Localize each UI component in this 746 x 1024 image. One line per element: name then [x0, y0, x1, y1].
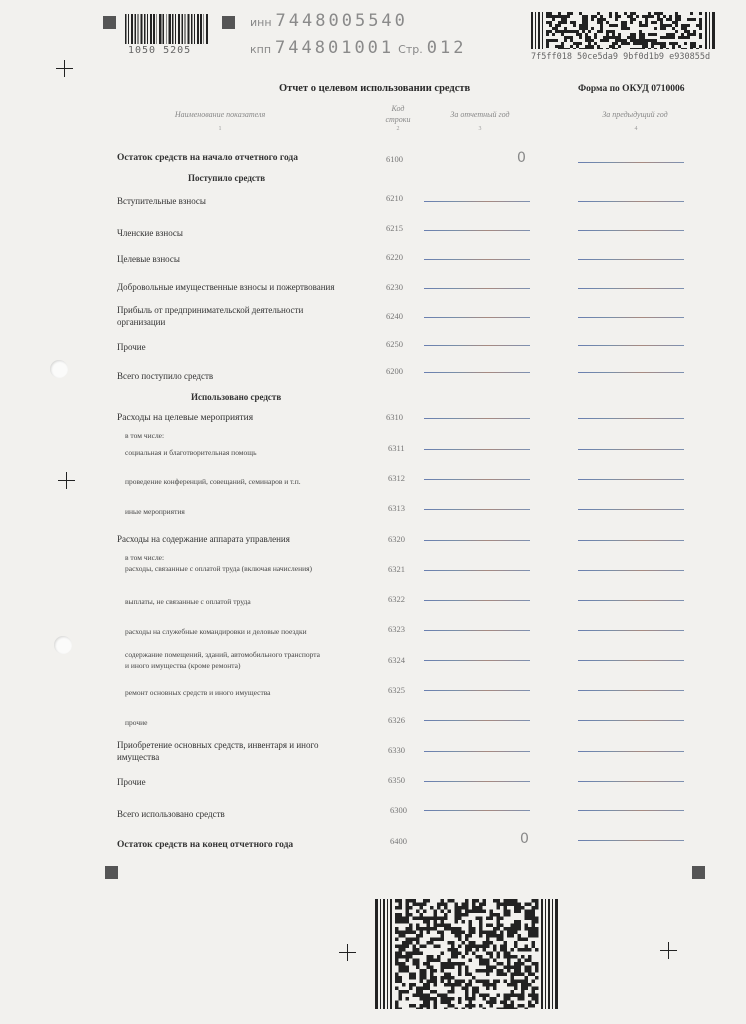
row-code-6250: 6250	[386, 339, 403, 349]
row-label-6326: прочие	[125, 718, 148, 727]
value-6322-current	[424, 600, 530, 601]
value-6311-previous	[578, 449, 684, 450]
col-name-header: Наименование показателя	[174, 110, 266, 119]
row-code-6100: 6100	[386, 154, 403, 164]
value-6313-current	[424, 509, 530, 510]
row-label-6250: Прочие	[117, 342, 146, 352]
value-6312-previous	[578, 479, 684, 480]
value-6350-previous	[578, 781, 684, 782]
col-code-header-b: строки	[385, 115, 411, 124]
value-6326-previous	[578, 720, 684, 721]
row-label-6330-b: имущества	[117, 752, 160, 762]
col-num-4: 4	[634, 126, 638, 132]
row-code-6330: 6330	[388, 745, 405, 755]
alignment-marker-bottom-left	[105, 866, 118, 879]
value-6220-previous	[578, 259, 684, 260]
col-code-header-a: Код	[391, 104, 405, 113]
row-code-6324: 6324	[388, 655, 405, 665]
punch-hole	[50, 360, 68, 378]
report-title: Отчет о целевом использовании средств	[279, 83, 471, 94]
value-6400-previous	[578, 840, 684, 841]
hash-code: 7f5ff018 50ce5da9 9bf0d1b9 e930855d	[531, 52, 711, 62]
row-code-6220: 6220	[386, 252, 403, 262]
value-6200-current	[424, 372, 530, 373]
form-code: Форма по ОКУД 0710006	[578, 84, 685, 94]
value-6323-current	[424, 630, 530, 631]
value-6100-current: 0	[517, 150, 526, 166]
inn-label: инн	[250, 16, 272, 29]
value-6313-previous	[578, 509, 684, 510]
value-6230-previous	[578, 288, 684, 289]
value-6400-current: 0	[520, 831, 529, 847]
value-6323-previous	[578, 630, 684, 631]
value-6200-previous	[578, 372, 684, 373]
row-code-6215: 6215	[386, 223, 403, 233]
value-6250-previous	[578, 345, 684, 346]
row-label-6324-b: и иного имущества (кроме ремонта)	[125, 661, 241, 670]
value-6215-current	[424, 230, 530, 231]
row-label-6215: Членские взносы	[117, 228, 183, 238]
row-code-6312: 6312	[388, 473, 405, 483]
row-label-6200: Всего поступило средств	[117, 371, 214, 381]
alignment-marker-bottom-right	[692, 866, 705, 879]
linear-barcode	[125, 14, 208, 44]
row-code-6322: 6322	[388, 594, 405, 604]
row-code-6325: 6325	[388, 685, 405, 695]
value-6322-previous	[578, 600, 684, 601]
row-label-6322: выплаты, не связанные с оплатой труда	[125, 597, 251, 606]
inn-value: 7448005540	[275, 11, 408, 31]
value-6321-current	[424, 570, 530, 571]
row-label-6323: расходы на служебные командировки и деловые поездки	[125, 627, 307, 636]
row-code-6200: 6200	[386, 366, 403, 376]
row-label-6320: Расходы на содержание аппарата управления	[117, 534, 290, 544]
punch-hole	[54, 636, 72, 654]
row-code-6230: 6230	[386, 282, 403, 292]
row-label-6210: Вступительные взносы	[117, 196, 206, 206]
row-including-1: в том числе:	[125, 431, 165, 440]
row-label-6240-b: организации	[117, 317, 166, 327]
row-label-6321: расходы, связанные с оплатой труда (включая начисления)	[125, 564, 313, 573]
kpp-value: 744801001	[275, 38, 395, 58]
value-6330-previous	[578, 751, 684, 752]
row-code-6323: 6323	[388, 624, 405, 634]
value-6240-current	[424, 317, 530, 318]
row-label-6313: иные мероприятия	[125, 507, 185, 516]
col-num-1: 1	[218, 126, 222, 132]
section-used: Использовано средств	[191, 392, 282, 402]
section-received: Поступило средств	[188, 173, 266, 183]
bottom-2d-barcode	[375, 899, 560, 1009]
value-6100-previous	[578, 162, 684, 163]
row-code-6310: 6310	[386, 412, 403, 422]
row-code-6210: 6210	[386, 193, 403, 203]
value-6312-current	[424, 479, 530, 480]
col-num-3: 3	[478, 126, 482, 132]
row-label-6330-a: Приобретение основных средств, инвентаря и иного	[117, 740, 319, 750]
alignment-marker-top-left	[103, 16, 116, 29]
crosshair-icon	[339, 944, 356, 961]
col-previous-header: За предыдущий год	[602, 110, 668, 119]
value-6320-previous	[578, 540, 684, 541]
value-6300-previous	[578, 810, 684, 811]
value-6324-previous	[578, 660, 684, 661]
crosshair-icon	[58, 472, 75, 489]
row-label-6311: социальная и благотворительная помощь	[125, 448, 257, 457]
col-num-2: 2	[396, 126, 400, 132]
value-6220-current	[424, 259, 530, 260]
value-6250-current	[424, 345, 530, 346]
value-6311-current	[424, 449, 530, 450]
kpp-block	[250, 38, 466, 58]
row-label-6324-a: содержание помещений, зданий, автомобильного транспорта	[125, 650, 320, 659]
value-6210-previous	[578, 201, 684, 202]
row-code-6321: 6321	[388, 564, 405, 574]
inn-block	[250, 11, 408, 31]
value-6330-current	[424, 751, 530, 752]
value-6325-previous	[578, 690, 684, 691]
row-label-6100: Остаток средств на начало отчетного года	[117, 153, 298, 163]
row-code-6326: 6326	[388, 715, 405, 725]
col-current-header: За отчетный год	[450, 110, 510, 119]
value-6326-current	[424, 720, 530, 721]
row-label-6300: Всего использовано средств	[117, 809, 225, 819]
value-6230-current	[424, 288, 530, 289]
value-6240-previous	[578, 317, 684, 318]
row-code-6311: 6311	[388, 443, 405, 453]
row-code-6320: 6320	[388, 534, 405, 544]
row-code-6313: 6313	[388, 503, 405, 513]
value-6320-current	[424, 540, 530, 541]
alignment-marker-top-mid	[222, 16, 235, 29]
row-code-6240: 6240	[386, 311, 403, 321]
value-6325-current	[424, 690, 530, 691]
crosshair-icon	[56, 60, 73, 77]
value-6310-current	[424, 418, 530, 419]
value-6324-current	[424, 660, 530, 661]
page-value: 012	[426, 38, 467, 58]
row-label-6312: проведение конференций, совещаний, семинаров и т.п.	[125, 477, 301, 486]
row-label-6325: ремонт основных средств и иного имущества	[125, 688, 271, 697]
value-6350-current	[424, 781, 530, 782]
row-label-6220: Целевые взносы	[117, 254, 180, 264]
crosshair-icon	[660, 942, 677, 959]
value-6310-previous	[578, 418, 684, 419]
top-2d-barcode	[531, 12, 717, 49]
row-code-6400: 6400	[390, 836, 407, 846]
row-label-6310: Расходы на целевые мероприятия	[117, 413, 254, 423]
row-label-6350: Прочие	[117, 777, 146, 787]
kpp-label: кпп	[250, 43, 272, 56]
row-code-6350: 6350	[388, 775, 405, 785]
row-label-6230: Добровольные имущественные взносы и пожертвования	[117, 282, 335, 292]
barcode-number: 1050 5205	[128, 45, 192, 56]
value-6321-previous	[578, 570, 684, 571]
row-code-6300: 6300	[390, 805, 407, 815]
value-6300-current	[424, 810, 530, 811]
row-including-2: в том числе:	[125, 553, 165, 562]
row-label-6240-a: Прибыль от предпринимательской деятельности	[117, 305, 304, 315]
page-label: Стр.	[398, 43, 423, 56]
value-6215-previous	[578, 230, 684, 231]
value-6210-current	[424, 201, 530, 202]
row-label-6400: Остаток средств на конец отчетного года	[117, 840, 294, 850]
